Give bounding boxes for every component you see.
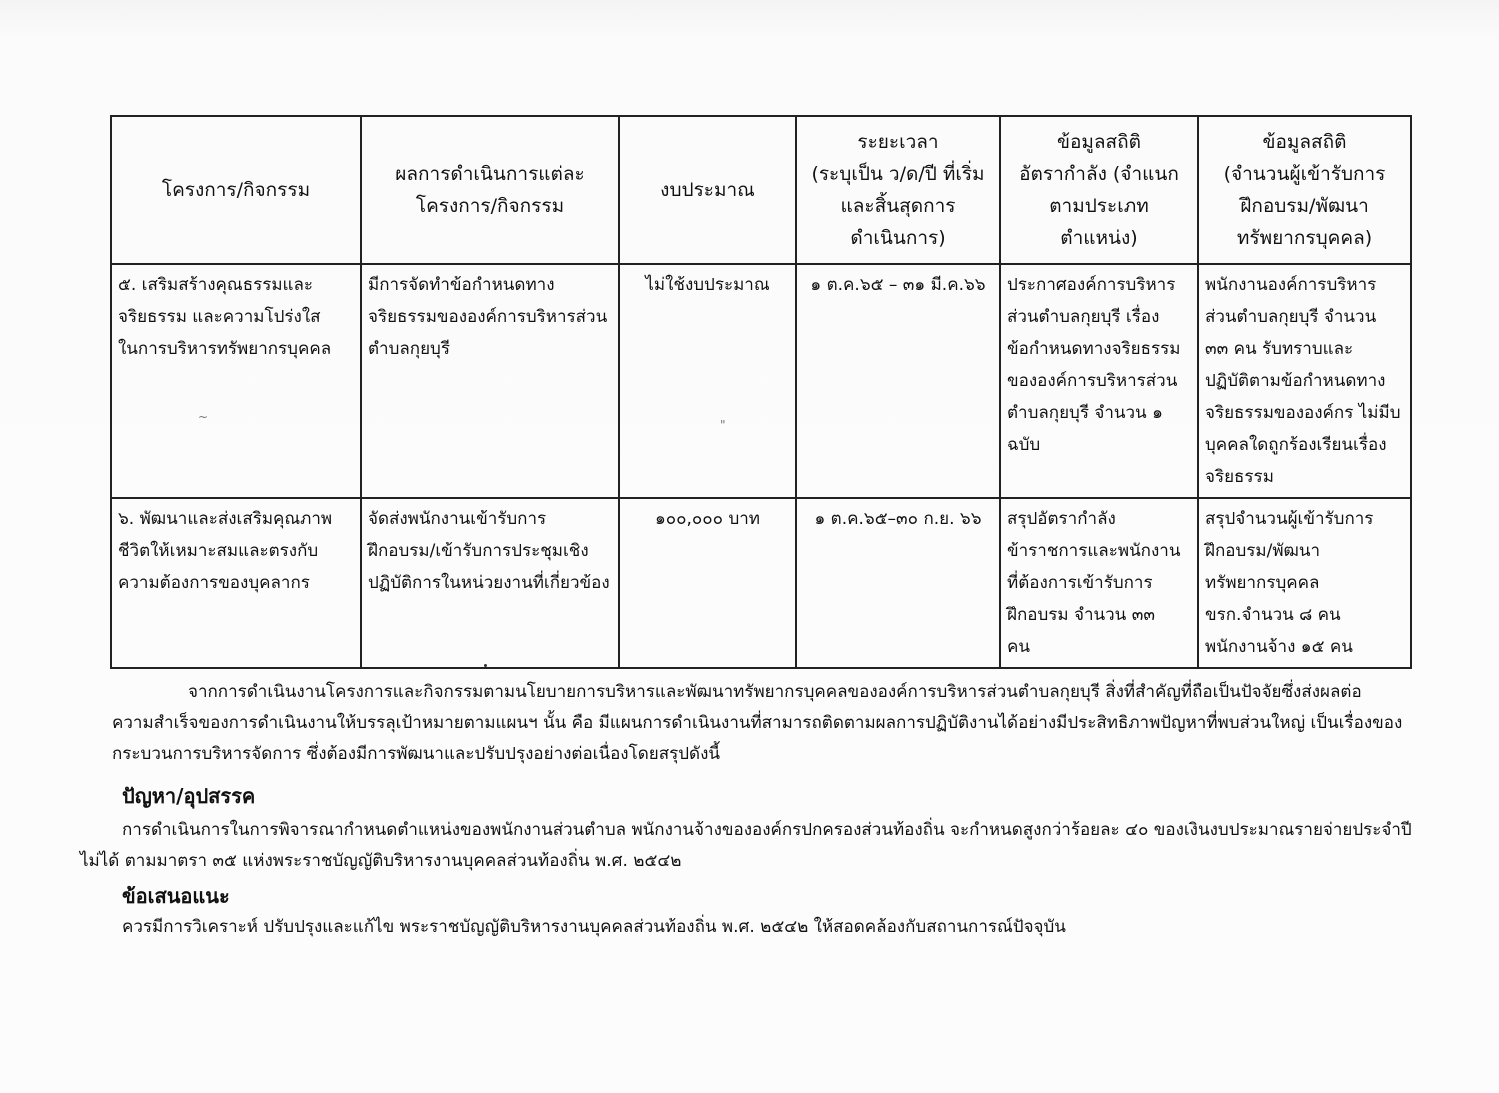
header-trainee-stats: ข้อมูลสถิติ (จำนวนผู้เข้ารับการ ฝึกอบรม/พัฒนา ทรัพยากรบุคคล) (1198, 116, 1411, 264)
header-project: โครงการ/กิจกรรม (111, 116, 361, 264)
scan-speck: ~ (198, 410, 209, 424)
cell-staff: ประกาศองค์การบริหาร ส่วนตำบลกุยบุรี เรื่อง ข้อกำหนดทางจริยธรรม ขององค์การบริหารส่วน ตำบลกุยบุรี จำนวน ๑ ฉบับ (1000, 264, 1198, 498)
scan-speck: " (720, 418, 726, 432)
cell-period: ๑ ต.ค.๖๕ – ๓๑ มี.ค.๖๖ (796, 264, 1000, 498)
suggestions-heading: ข้อเสนอแนะ (122, 884, 230, 908)
cell-result: จัดส่งพนักงานเข้ารับการ ฝึกอบรม/เข้ารับการประชุมเชิง ปฏิบัติการในหน่วยงานที่เกี่ยวข้อง (361, 498, 619, 668)
table-row (111, 498, 1411, 668)
cell-budget: ไม่ใช้งบประมาณ (619, 264, 796, 498)
cell-budget: ๑๐๐,๐๐๐ บาท (619, 498, 796, 668)
header-period: ระยะเวลา (ระบุเป็น ว/ด/ปี ที่เริ่ม และสิ้นสุดการ ดำเนินการ) (796, 116, 1000, 264)
header-result: ผลการดำเนินการแต่ละ โครงการ/กิจกรรม (361, 116, 619, 264)
problems-line-2: ไม่ได้ ตามมาตรา ๓๕ แห่งพระราชบัญญัติบริหารงานบุคคลส่วนท้องถิ่น พ.ศ. ๒๕๔๒ (80, 851, 682, 871)
suggestions-line-1: ควรมีการวิเคราะห์ ปรับปรุงและแก้ไข พระราชบัญญัติบริหารงานบุคคลส่วนท้องถิ่น พ.ศ. ๒๕๔๒ ให้สอดคล้องกับสถานการณ์ปัจจุบัน (122, 917, 1066, 937)
header-budget: งบประมาณ (619, 116, 796, 264)
problems-heading: ปัญหา/อุปสรรค (122, 784, 256, 808)
table-row (111, 264, 1411, 498)
cell-staff: สรุปอัตรากำลัง ข้าราชการและพนักงาน ที่ต้องการเข้ารับการ ฝึกอบรม จำนวน ๓๓ คน (1000, 498, 1198, 668)
problems-line-1: การดำเนินการในการพิจารณากำหนดตำแหน่งของพนักงานส่วนตำบล พนักงานจ้างขององค์กรปกครองส่วนท้องถิ่น จะกำหนดสูงกว่าร้อยละ ๔๐ ของเงินงบประมาณรายจ่ายประจำปี (122, 820, 1412, 840)
header-staff-stats: ข้อมูลสถิติ อัตรากำลัง (จำแนก ตามประเภท ตำแหน่ง) (1000, 116, 1198, 264)
summary-line-3: กระบวนการบริหารจัดการ ซึ่งต้องมีการพัฒนาและปรับปรุงอย่างต่อเนื่องโดยสรุปดังนี้ (112, 744, 720, 764)
cell-trainees: พนักงานองค์การบริหาร ส่วนตำบลกุยบุรี จำนวน ๓๓ คน รับทราบและ ปฏิบัติตามข้อกำหนดทาง จริยธรรมขององค์กร ไม่มีบ บุคคลใดถูกร้องเรียนเรื่อง จริยธรรม (1198, 264, 1411, 498)
cell-result: มีการจัดทำข้อกำหนดทาง จริยธรรมขององค์การบริหารส่วน ตำบลกุยบุรี (361, 264, 619, 498)
hr-project-report-table (110, 115, 1412, 669)
cell-period: ๑ ต.ค.๖๕–๓๐ ก.ย. ๖๖ (796, 498, 1000, 668)
summary-line-2: ความสำเร็จของการดำเนินงานให้บรรลุเป้าหมายตามแผนฯ นั้น คือ มีแผนการดำเนินงานที่สามารถติดตามผลการปฏิบัติงานได้อย่างมีประสิทธิภาพปัญหาที่พบส่วนใหญ่ เป็นเรื่องของ (112, 713, 1403, 733)
scan-speck (484, 664, 487, 667)
cell-project: ๖. พัฒนาและส่งเสริมคุณภาพ ชีวิตให้เหมาะสมและตรงกับ ความต้องการของบุคลากร (111, 498, 361, 668)
summary-line-1: จากการดำเนินงานโครงการและกิจกรรมตามนโยบายการบริหารและพัฒนาทรัพยากรบุคคลขององค์การบริหารส่วนตำบลกุยบุรี สิ่งที่สำคัญที่ถือเป็นปัจจัยซึ่งส่งผลต่อ (188, 682, 1362, 702)
cell-project: ๕. เสริมสร้างคุณธรรมและ จริยธรรม และความโปร่งใส ในการบริหารทรัพยากรบุคคล (111, 264, 361, 498)
table-header-row (111, 116, 1411, 264)
cell-trainees: สรุปจำนวนผู้เข้ารับการ ฝึกอบรม/พัฒนา ทรัพยากรบุคคล ขรก.จำนวน ๘ คน พนักงานจ้าง ๑๕ คน (1198, 498, 1411, 668)
